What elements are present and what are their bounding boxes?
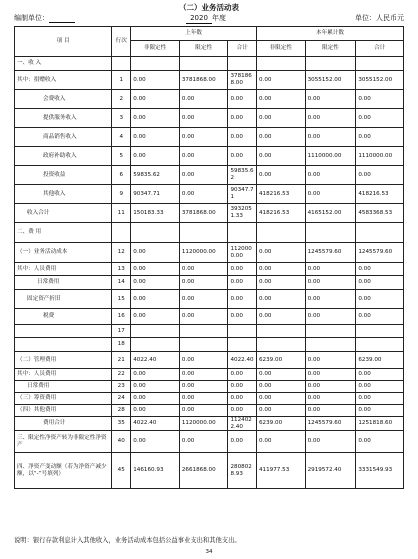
table-row <box>15 276 404 290</box>
row-number: 3 <box>112 109 131 128</box>
value-cell: 0.00 <box>131 147 180 166</box>
value-cell <box>305 325 356 338</box>
value-cell: 1110000.00 <box>356 147 404 166</box>
row-number: 24 <box>112 393 131 405</box>
table-row <box>15 90 404 109</box>
table-row <box>15 166 404 185</box>
table-row <box>15 290 404 309</box>
table-row <box>15 417 404 431</box>
value-cell: 0.00 <box>131 381 180 393</box>
value-cell: 3932051.33 <box>228 204 257 223</box>
row-number: 13 <box>112 263 131 276</box>
value-cell <box>356 325 404 338</box>
row-number: 45 <box>112 453 131 489</box>
table-row <box>15 204 404 223</box>
value-cell: 0.00 <box>305 405 356 417</box>
value-cell: 0.00 <box>179 263 228 276</box>
value-cell <box>305 338 356 352</box>
value-cell: 146160.93 <box>131 453 180 489</box>
row-number <box>112 223 131 243</box>
value-cell: 0.00 <box>131 71 180 90</box>
row-number: 28 <box>112 405 131 417</box>
value-cell <box>179 223 228 243</box>
value-cell: 0.00 <box>131 393 180 405</box>
row-number: 14 <box>112 276 131 290</box>
value-cell: 0.00 <box>356 128 404 147</box>
value-cell <box>356 57 404 71</box>
value-cell: 59835.62 <box>131 166 180 185</box>
value-cell: 0.00 <box>356 109 404 128</box>
value-cell: 3781868.00 <box>179 204 228 223</box>
value-cell <box>179 325 228 338</box>
activity-statement-table <box>14 26 404 489</box>
value-cell: 0.00 <box>131 263 180 276</box>
value-cell: 0.00 <box>305 166 356 185</box>
table-row <box>15 338 404 352</box>
header-prev-year: 上年数 <box>131 27 257 41</box>
table-row <box>15 381 404 393</box>
value-cell: 418216.53 <box>257 185 306 204</box>
value-cell: 0.00 <box>179 369 228 381</box>
row-number: 17 <box>112 325 131 338</box>
row-label: 费用合计 <box>15 417 112 431</box>
value-cell: 150183.33 <box>131 204 180 223</box>
value-cell <box>305 57 356 71</box>
table-row <box>15 369 404 381</box>
value-cell: 0.00 <box>305 263 356 276</box>
value-cell <box>257 338 306 352</box>
value-cell: 0.00 <box>356 405 404 417</box>
fiscal-year-suffix: 年度 <box>212 14 226 22</box>
value-cell: 2808028.93 <box>228 453 257 489</box>
row-number: 12 <box>112 243 131 263</box>
value-cell: 4022.40 <box>228 352 257 369</box>
value-cell: 0.00 <box>179 128 228 147</box>
row-label: 投资收益 <box>15 166 112 185</box>
value-cell: 1245579.60 <box>356 243 404 263</box>
row-label: （四）其他费用 <box>15 405 112 417</box>
value-cell: 0.00 <box>228 393 257 405</box>
table-row <box>15 393 404 405</box>
row-number: 21 <box>112 352 131 369</box>
row-number: 15 <box>112 290 131 309</box>
value-cell: 0.00 <box>356 381 404 393</box>
value-cell: 1245579.60 <box>305 243 356 263</box>
value-cell: 0.00 <box>228 276 257 290</box>
value-cell: 3055152.00 <box>356 71 404 90</box>
value-cell: 0.00 <box>356 263 404 276</box>
header-curr-year: 本年累计数 <box>257 27 404 41</box>
page-number: 34 <box>205 549 213 555</box>
value-cell: 0.00 <box>356 431 404 453</box>
value-cell: 3781868.00 <box>228 71 257 90</box>
value-cell: 1110000.00 <box>305 147 356 166</box>
fiscal-year <box>186 14 226 24</box>
value-cell: 0.00 <box>179 431 228 453</box>
row-label: （二）管理费用 <box>15 352 112 369</box>
value-cell: 0.00 <box>356 309 404 325</box>
row-number: 6 <box>112 166 131 185</box>
value-cell: 0.00 <box>179 381 228 393</box>
footnote: 说明：银行存款利息计入其他收入，业务活动成本包括公益事业支出和其他支出。 <box>14 537 241 544</box>
row-label: 一、收 入 <box>15 57 112 71</box>
row-number: 23 <box>112 381 131 393</box>
row-label: 日常费用 <box>15 381 112 393</box>
value-cell: 0.00 <box>305 128 356 147</box>
value-cell: 0.00 <box>179 166 228 185</box>
value-cell: 0.00 <box>228 128 257 147</box>
row-label: 会费收入 <box>15 90 112 109</box>
value-cell: 2919572.40 <box>305 453 356 489</box>
value-cell: 0.00 <box>179 185 228 204</box>
page-title: （二）业务活动表 <box>179 3 239 12</box>
value-cell <box>228 338 257 352</box>
value-cell: 1245579.60 <box>305 417 356 431</box>
header-prev-restricted: 限定性 <box>179 41 228 57</box>
value-cell: 1251818.60 <box>356 417 404 431</box>
value-cell: 0.00 <box>257 128 306 147</box>
value-cell <box>131 57 180 71</box>
row-number: 40 <box>112 431 131 453</box>
table-row <box>15 71 404 90</box>
value-cell: 0.00 <box>179 405 228 417</box>
row-label: 其他收入 <box>15 185 112 204</box>
value-cell: 4022.40 <box>131 352 180 369</box>
row-label: 其中：捐赠收入 <box>15 71 112 90</box>
value-cell <box>131 338 180 352</box>
table-row <box>15 223 404 243</box>
row-number: 18 <box>112 338 131 352</box>
row-number: 2 <box>112 90 131 109</box>
value-cell: 0.00 <box>257 393 306 405</box>
row-number: 4 <box>112 128 131 147</box>
row-label: 政府补助收入 <box>15 147 112 166</box>
value-cell: 1120000.00 <box>179 243 228 263</box>
value-cell: 0.00 <box>228 109 257 128</box>
row-number: 5 <box>112 147 131 166</box>
table-row <box>15 109 404 128</box>
row-label: 二、费 用 <box>15 223 112 243</box>
reporting-unit <box>14 14 75 23</box>
value-cell: 0.00 <box>257 147 306 166</box>
header-curr-total: 合计 <box>356 41 404 57</box>
table-row <box>15 147 404 166</box>
row-label: 收入合计 <box>15 204 112 223</box>
value-cell: 0.00 <box>131 431 180 453</box>
row-number: 22 <box>112 369 131 381</box>
value-cell: 0.00 <box>305 109 356 128</box>
value-cell: 0.00 <box>356 90 404 109</box>
value-cell: 0.00 <box>131 90 180 109</box>
row-label: 日常费用 <box>15 276 112 290</box>
value-cell: 6239.00 <box>356 352 404 369</box>
value-cell: 1120000.00 <box>228 243 257 263</box>
value-cell: 0.00 <box>179 90 228 109</box>
row-number <box>112 57 131 71</box>
value-cell <box>257 223 306 243</box>
value-cell: 418216.53 <box>257 204 306 223</box>
value-cell: 3055152.00 <box>305 71 356 90</box>
value-cell <box>228 57 257 71</box>
value-cell: 0.00 <box>257 166 306 185</box>
row-label: 商品销售收入 <box>15 128 112 147</box>
value-cell: 4583368.53 <box>356 204 404 223</box>
value-cell: 0.00 <box>228 431 257 453</box>
value-cell: 6239.00 <box>257 352 306 369</box>
value-cell: 0.00 <box>305 352 356 369</box>
value-cell: 0.00 <box>228 147 257 166</box>
currency-unit: 单位：人民币元 <box>355 14 404 22</box>
value-cell: 1124022.40 <box>228 417 257 431</box>
value-cell: 0.00 <box>179 352 228 369</box>
header-row-no: 行次 <box>112 27 131 57</box>
table-row <box>15 309 404 325</box>
value-cell: 0.00 <box>305 431 356 453</box>
value-cell <box>356 338 404 352</box>
value-cell: 0.00 <box>356 276 404 290</box>
value-cell: 0.00 <box>179 147 228 166</box>
value-cell <box>228 223 257 243</box>
value-cell: 2661868.00 <box>179 453 228 489</box>
fiscal-year-value: 2020 <box>186 14 212 24</box>
value-cell: 0.00 <box>257 71 306 90</box>
row-label: （一）业务活动成本 <box>15 243 112 263</box>
row-label: 税费 <box>15 309 112 325</box>
value-cell <box>257 325 306 338</box>
value-cell: 0.00 <box>131 369 180 381</box>
value-cell: 90347.71 <box>131 185 180 204</box>
value-cell: 0.00 <box>257 290 306 309</box>
value-cell: 0.00 <box>179 393 228 405</box>
value-cell: 0.00 <box>228 309 257 325</box>
header-item: 项 目 <box>15 27 112 57</box>
value-cell: 0.00 <box>305 309 356 325</box>
value-cell: 0.00 <box>131 309 180 325</box>
value-cell: 0.00 <box>228 263 257 276</box>
value-cell <box>228 325 257 338</box>
value-cell: 0.00 <box>356 166 404 185</box>
value-cell: 0.00 <box>228 369 257 381</box>
value-cell: 0.00 <box>257 109 306 128</box>
value-cell: 0.00 <box>257 369 306 381</box>
value-cell: 0.00 <box>257 431 306 453</box>
value-cell: 0.00 <box>131 405 180 417</box>
value-cell: 0.00 <box>131 243 180 263</box>
value-cell: 0.00 <box>179 290 228 309</box>
value-cell <box>179 338 228 352</box>
value-cell: 0.00 <box>179 109 228 128</box>
value-cell: 411977.53 <box>257 453 306 489</box>
row-label <box>15 338 112 352</box>
value-cell: 0.00 <box>356 393 404 405</box>
table-row <box>15 128 404 147</box>
reporting-unit-label: 编制单位： <box>14 14 49 22</box>
value-cell: 0.00 <box>305 185 356 204</box>
table-row <box>15 453 404 489</box>
value-cell: 0.00 <box>257 243 306 263</box>
value-cell: 0.00 <box>257 309 306 325</box>
value-cell: 0.00 <box>356 290 404 309</box>
row-number: 16 <box>112 309 131 325</box>
value-cell: 0.00 <box>305 276 356 290</box>
table-row <box>15 185 404 204</box>
value-cell: 0.00 <box>228 90 257 109</box>
row-label <box>15 325 112 338</box>
row-label: 三、限定性净资产转为非限定性净资产 <box>15 431 112 453</box>
value-cell: 0.00 <box>131 109 180 128</box>
value-cell: 4165152.00 <box>305 204 356 223</box>
value-cell: 0.00 <box>257 381 306 393</box>
table-row <box>15 431 404 453</box>
value-cell: 1120000.00 <box>179 417 228 431</box>
value-cell: 418216.53 <box>356 185 404 204</box>
row-label: （三）筹资费用 <box>15 393 112 405</box>
value-cell <box>131 223 180 243</box>
table-row <box>15 263 404 276</box>
table-row <box>15 57 404 71</box>
value-cell: 3781868.00 <box>179 71 228 90</box>
header-curr-unrestricted: 非限定性 <box>257 41 306 57</box>
value-cell: 0.00 <box>257 90 306 109</box>
value-cell <box>131 325 180 338</box>
value-cell: 0.00 <box>179 276 228 290</box>
value-cell: 6239.00 <box>257 417 306 431</box>
row-number: 35 <box>112 417 131 431</box>
value-cell <box>257 57 306 71</box>
value-cell: 0.00 <box>228 405 257 417</box>
row-number: 11 <box>112 204 131 223</box>
header-row-1 <box>15 27 404 41</box>
value-cell <box>305 223 356 243</box>
row-label: 提供服务收入 <box>15 109 112 128</box>
value-cell: 0.00 <box>179 309 228 325</box>
value-cell <box>179 57 228 71</box>
value-cell: 0.00 <box>257 276 306 290</box>
header-curr-restricted: 限定性 <box>305 41 356 57</box>
value-cell: 3331549.93 <box>356 453 404 489</box>
table-row <box>15 243 404 263</box>
value-cell <box>356 223 404 243</box>
table-row <box>15 325 404 338</box>
row-number: 1 <box>112 71 131 90</box>
row-number: 9 <box>112 185 131 204</box>
value-cell: 0.00 <box>228 290 257 309</box>
table-row <box>15 405 404 417</box>
row-label: 其中：人员费用 <box>15 369 112 381</box>
row-label: 四、净资产变动额（若为净资产减少额，以“-”号填列） <box>15 453 112 489</box>
value-cell: 0.00 <box>228 381 257 393</box>
value-cell: 0.00 <box>131 128 180 147</box>
header-prev-total: 合计 <box>228 41 257 57</box>
value-cell: 0.00 <box>305 369 356 381</box>
header-prev-unrestricted: 非限定性 <box>131 41 180 57</box>
value-cell: 59835.62 <box>228 166 257 185</box>
value-cell: 0.00 <box>356 369 404 381</box>
reporting-unit-blank <box>49 15 75 23</box>
value-cell: 0.00 <box>305 290 356 309</box>
value-cell: 0.00 <box>131 276 180 290</box>
row-label: 固定资产折旧 <box>15 290 112 309</box>
value-cell: 4022.40 <box>131 417 180 431</box>
value-cell: 0.00 <box>131 290 180 309</box>
value-cell: 0.00 <box>305 393 356 405</box>
table-row <box>15 352 404 369</box>
value-cell: 0.00 <box>305 381 356 393</box>
value-cell: 0.00 <box>257 405 306 417</box>
value-cell: 0.00 <box>257 263 306 276</box>
value-cell: 90347.71 <box>228 185 257 204</box>
row-label: 其中：人员费用 <box>15 263 112 276</box>
value-cell: 0.00 <box>305 90 356 109</box>
